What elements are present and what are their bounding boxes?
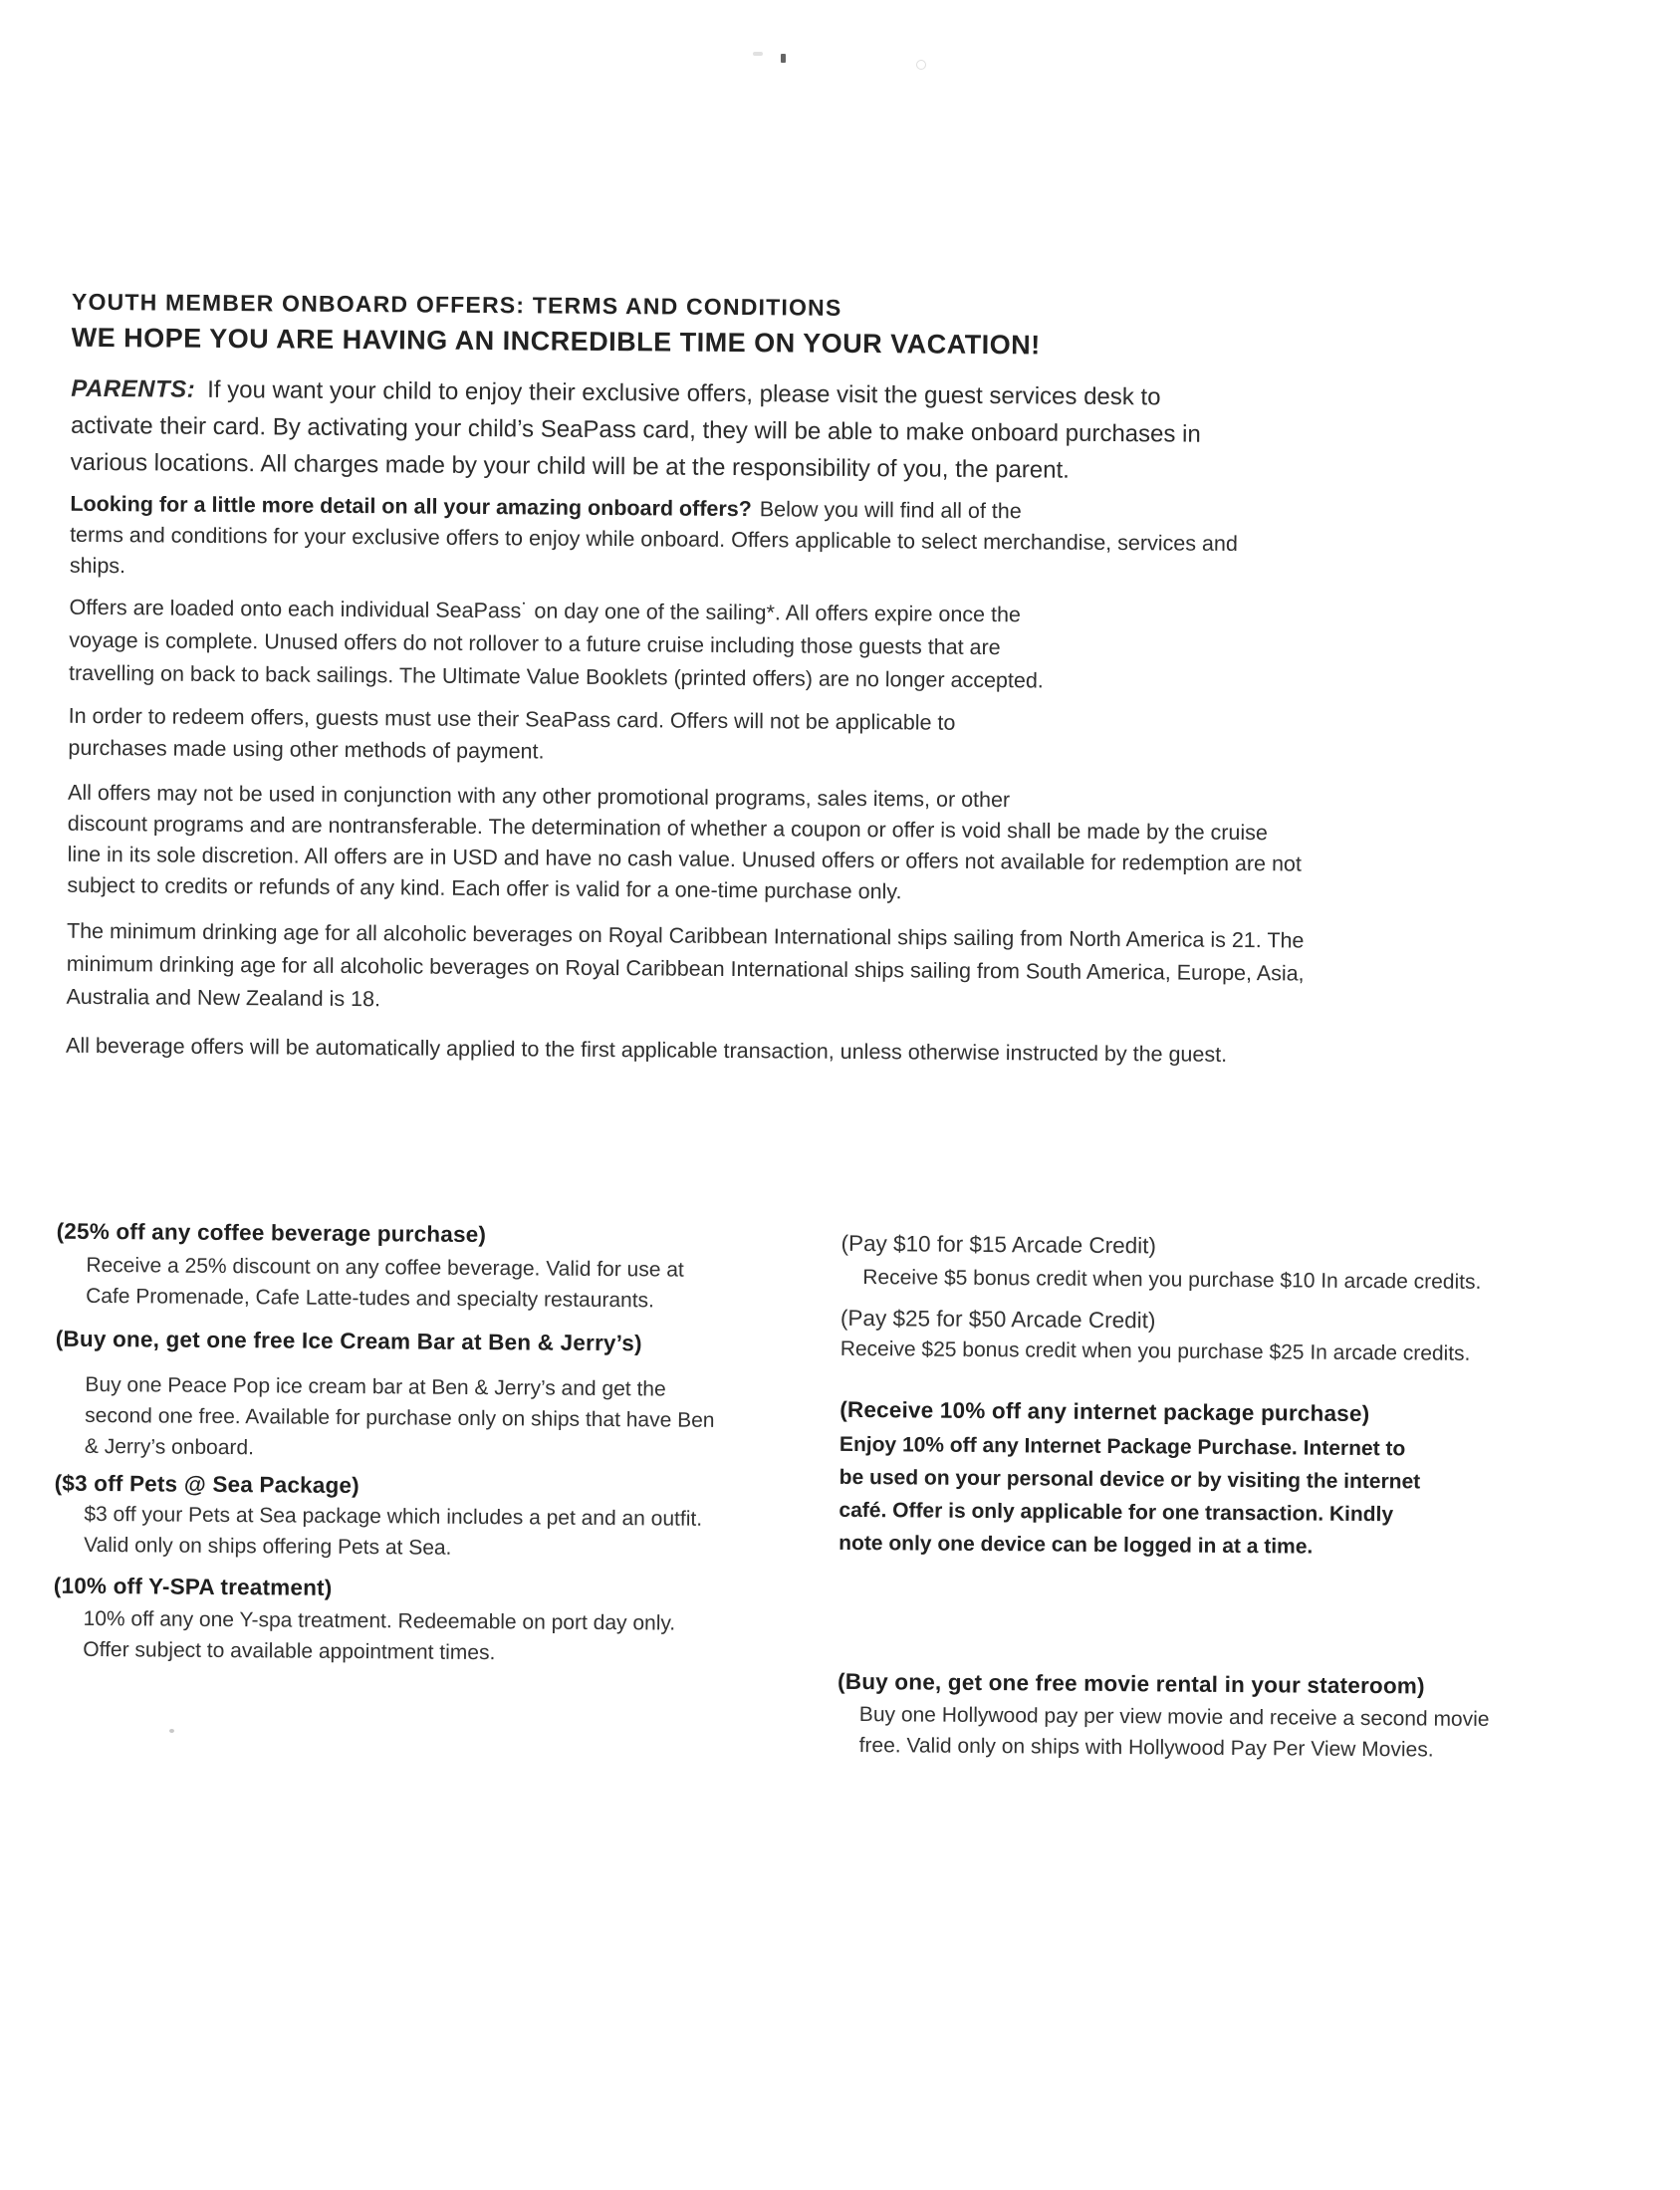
offer-body-internet-package: Enjoy 10% off any Internet Package Purchase. Internet to be used on your personal device or by visiting the internet café. Offer is only applicable for one transaction. Kindly note only one device can be logged in at a time.: [839, 1432, 1421, 1559]
term-paragraph-beverage-offers: All beverage offers will be automatically applied to the first applicable transaction, unless otherwise instructed by the guest.: [66, 1033, 1228, 1067]
term-paragraph-drinking-age: The minimum drinking age for all alcoholic beverages on Royal Caribbean International ships sailing from North America is 21. The minimum drinking age for all alcoholic beverages on Royal Caribbean International ships sailing from South America, Europe, Asia, Australia and New Zealand is 18.: [66, 918, 1305, 1012]
offer-heading-arcade-25: (Pay $25 for $50 Arcade Credit): [840, 1305, 1156, 1334]
intro-lead: Looking for a little more detail on all your amazing onboard offers?: [70, 491, 752, 522]
page-title: YOUTH MEMBER ONBOARD OFFERS: TERMS AND CONDITIONS: [71, 288, 842, 321]
offer-body-y-spa: 10% off any one Y-spa treatment. Redeemable on port day only. Offer subject to available appointment times.: [83, 1606, 676, 1665]
term-paragraph-conjunction: All offers may not be used in conjunction with any other promotional programs, sales items, or other discount programs and are nontransferable. The determination of whether a coupon or offer is void shall be made by the cruise line in its sole discretion. All offers are in USD and have no cash value. Unused offers or offers not available for redemption are not subject to credits or refunds of any kind. Each offer is valid for a one-time purchase only.: [67, 780, 1303, 904]
page-subtitle: WE HOPE YOU ARE HAVING AN INCREDIBLE TIME ON YOUR VACATION!: [71, 322, 1041, 361]
parents-paragraph: [71, 370, 1595, 493]
offer-body-arcade-10: Receive $5 bonus credit when you purchase $10 In arcade credits.: [862, 1266, 1482, 1294]
terms-section: [66, 287, 1645, 1074]
offers-column-left: [53, 1217, 853, 1671]
offer-heading-coffee: (25% off any coffee beverage purchase): [56, 1218, 487, 1248]
offers-column-right: [837, 1229, 1637, 1767]
offer-heading-y-spa: (10% off Y-SPA treatment): [53, 1573, 333, 1600]
offer-heading-internet-package: (Receive 10% off any internet package purchase): [840, 1396, 1370, 1427]
offer-body-coffee: Receive a 25% discount on any coffee beverage. Valid for use at Cafe Promenade, Cafe Latte-tudes and specialty restaurants.: [86, 1253, 684, 1313]
offer-heading-movie-rental: (Buy one, get one free movie rental in your stateroom): [838, 1668, 1425, 1699]
intro-text: Below you will find all of the terms and conditions for your exclusive offers to enjoy while onboard. Offers applicable to select merchandise, services and ships.: [69, 497, 1238, 579]
offer-body-arcade-25: Receive $25 bonus credit when you purchase $25 In arcade credits.: [840, 1337, 1471, 1365]
term-paragraph-offers-loaded: Offers are loaded onto each individual SeaPass˙ on day one of the sailing*. All offers expire once the voyage is complete. Unused offers do not rollover to a future cruise including those guests that are travelling on back to back sailings. The Ultimate Value Booklets (printed offers) are no longer accepted.: [68, 595, 1044, 693]
parents-text: If you want your child to enjoy their exclusive offers, please visit the guest services desk to activate their card. By activating your child’s SeaPass card, they will be able to make onboard purchases in various locations. All charges made by your child will be at the responsibility of you, the parent.: [70, 375, 1201, 484]
offer-heading-ice-cream: (Buy one, get one free Ice Cream Bar at Ben & Jerry’s): [55, 1326, 642, 1356]
parents-label: PARENTS:: [71, 374, 196, 403]
intro-paragraph: [70, 489, 1624, 594]
offer-body-pets-at-sea: $3 off your Pets at Sea package which includes a pet and an outfit. Valid only on ships offering Pets at Sea.: [84, 1502, 703, 1560]
offer-heading-arcade-10: (Pay $10 for $15 Arcade Credit): [840, 1230, 1157, 1259]
offer-heading-pets-at-sea: ($3 off Pets @ Sea Package): [54, 1470, 360, 1499]
offer-body-movie-rental: Buy one Hollywood pay per view movie and receive a second movie free. Valid only on ships with Hollywood Pay Per View Movies.: [858, 1703, 1490, 1762]
offer-body-ice-cream: Buy one Peace Pop ice cream bar at Ben & Jerry’s and get the second one free. Available for purchase only on ships that have Ben & Jerry’s onboard.: [84, 1372, 715, 1460]
term-paragraph-redeem: In order to redeem offers, guests must use their SeaPass card. Offers will not be applicable to purchases made using other methods of payment.: [68, 703, 956, 764]
